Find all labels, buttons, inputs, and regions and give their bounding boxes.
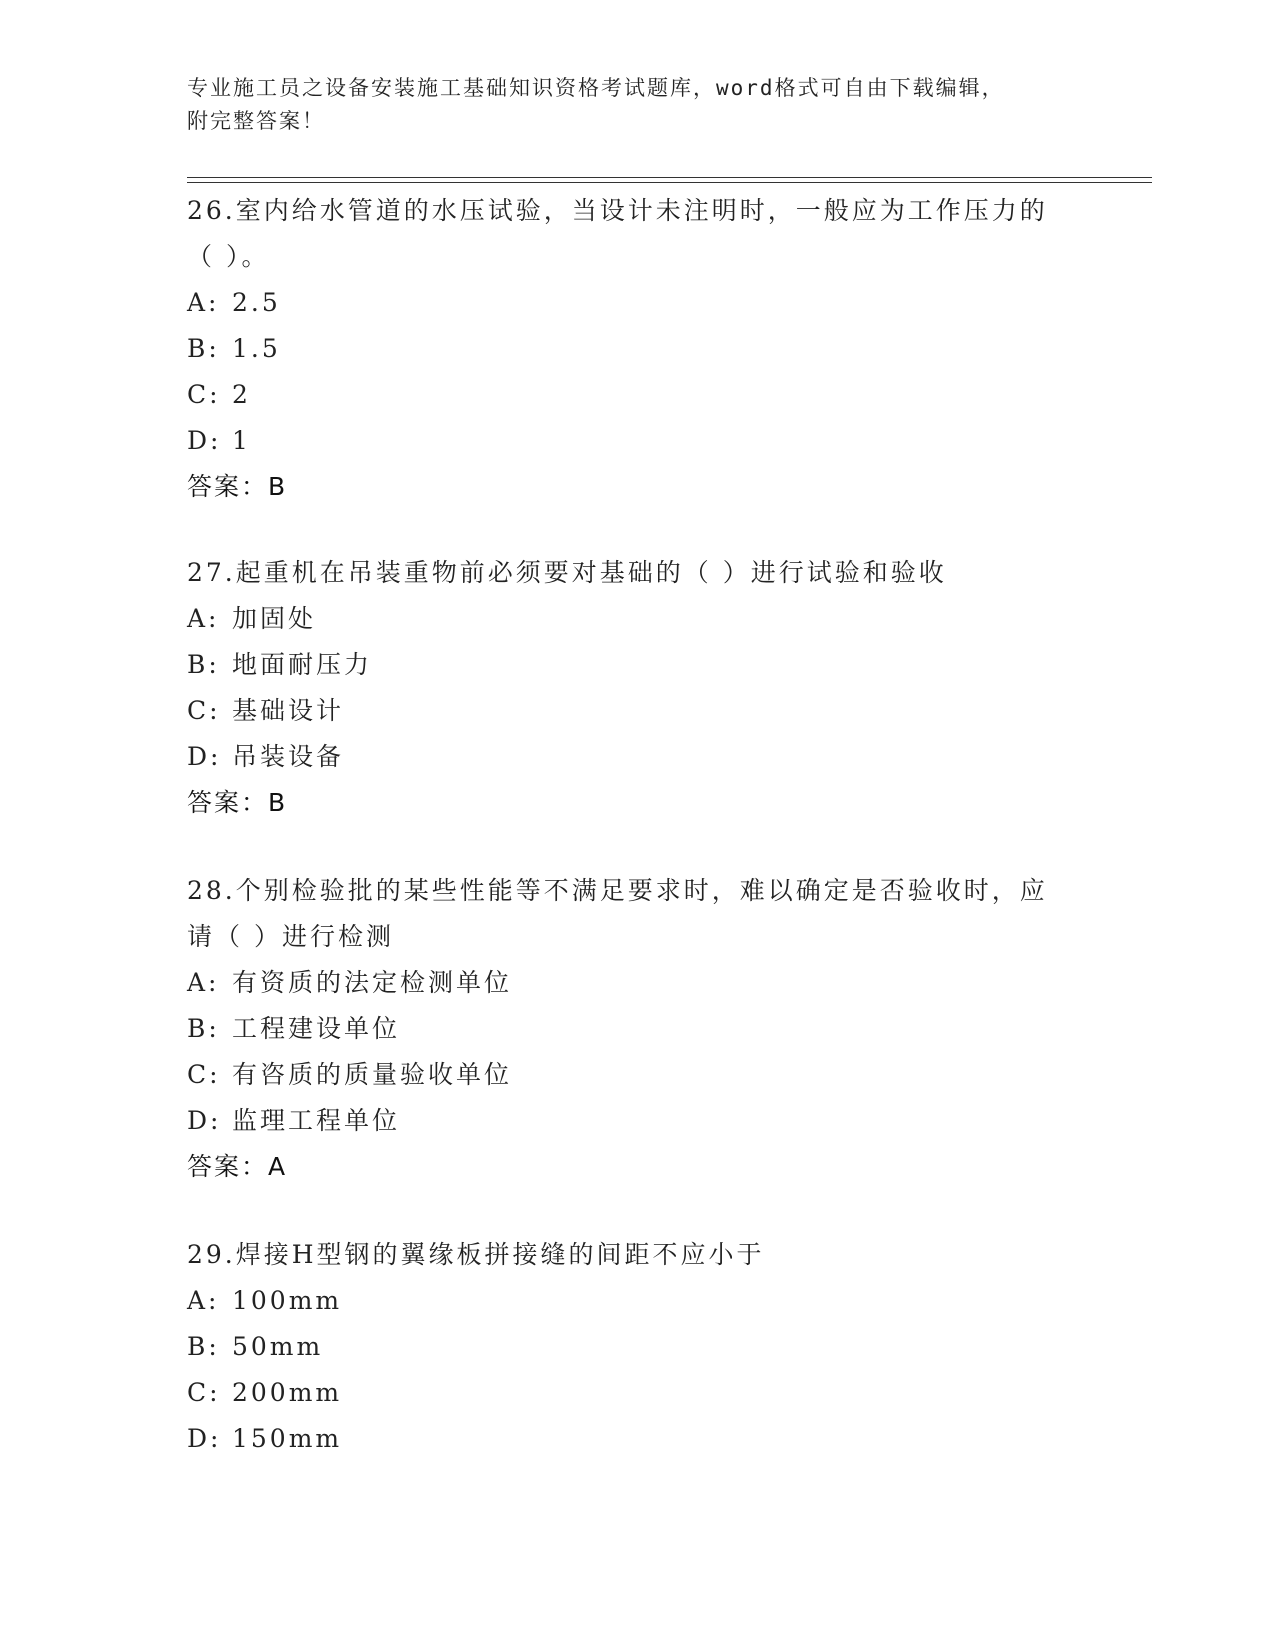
document-header — [187, 72, 1067, 138]
option-text: 50mm — [232, 1332, 324, 1361]
option-a — [187, 1278, 1087, 1324]
question-stem: 28.个别检验批的某些性能等不满足要求时，难以确定是否验收时，应 — [187, 876, 1048, 905]
answer-line: 答案：A — [187, 1152, 288, 1181]
option-d — [187, 734, 1087, 780]
option-text: 100mm — [232, 1286, 343, 1315]
option-text: 150mm — [232, 1424, 343, 1453]
option-text: 有咨质的质量验收单位 — [232, 1060, 513, 1089]
option-text: 工程建设单位 — [232, 1014, 401, 1043]
header-line-2: 附完整答案！ — [187, 109, 325, 133]
option-b — [187, 1324, 1087, 1370]
option-letter: B: — [187, 334, 220, 363]
question-28 — [187, 868, 1087, 1190]
option-text: 2 — [232, 380, 251, 409]
option-text: 地面耐压力 — [232, 650, 373, 679]
option-letter: B: — [187, 1332, 220, 1361]
option-b — [187, 1006, 1087, 1052]
option-c — [187, 1370, 1087, 1416]
option-d — [187, 1098, 1087, 1144]
option-letter: D: — [187, 426, 222, 455]
option-a — [187, 960, 1087, 1006]
option-letter: A: — [187, 288, 220, 317]
option-letter: C: — [187, 1378, 221, 1407]
option-text: 1 — [232, 426, 251, 455]
option-a — [187, 280, 1087, 326]
option-b — [187, 642, 1087, 688]
option-letter: A: — [187, 604, 220, 633]
option-b — [187, 326, 1087, 372]
header-line-1: 专业施工员之设备安装施工基础知识资格考试题库，word格式可自由下载编辑， — [187, 76, 1005, 100]
option-letter: B: — [187, 650, 220, 679]
option-text: 200mm — [232, 1378, 343, 1407]
header-divider-top — [187, 177, 1152, 178]
question-stem-continued: （ ）。 — [187, 242, 270, 271]
option-text: 1.5 — [232, 334, 281, 363]
option-c — [187, 688, 1087, 734]
option-text: 吊装设备 — [232, 742, 345, 771]
question-stem-continued: 请（ ）进行检测 — [187, 922, 394, 951]
option-c — [187, 1052, 1087, 1098]
answer-line: 答案：B — [187, 788, 288, 817]
answer-line: 答案：B — [187, 472, 288, 501]
option-letter: D: — [187, 1424, 222, 1453]
option-text: 2.5 — [232, 288, 281, 317]
question-stem: 26.室内给水管道的水压试验，当设计未注明时，一般应为工作压力的 — [187, 196, 1048, 225]
option-c — [187, 372, 1087, 418]
option-letter: A: — [187, 968, 220, 997]
option-letter: C: — [187, 696, 221, 725]
option-letter: D: — [187, 742, 222, 771]
option-text: 基础设计 — [232, 696, 345, 725]
question-26 — [187, 188, 1087, 510]
option-text: 加固处 — [232, 604, 317, 633]
question-stem: 27.起重机在吊装重物前必须要对基础的（ ）进行试验和验收 — [187, 558, 947, 587]
option-d — [187, 418, 1087, 464]
header-divider-bottom — [187, 182, 1152, 183]
question-29 — [187, 1232, 1087, 1462]
option-d — [187, 1416, 1087, 1462]
option-letter: D: — [187, 1106, 222, 1135]
question-27 — [187, 550, 1087, 826]
question-stem: 29.焊接H型钢的翼缘板拼接缝的间距不应小于 — [187, 1240, 765, 1269]
option-text: 有资质的法定检测单位 — [232, 968, 513, 997]
option-letter: A: — [187, 1286, 220, 1315]
option-letter: C: — [187, 1060, 221, 1089]
option-a — [187, 596, 1087, 642]
option-letter: C: — [187, 380, 221, 409]
option-letter: B: — [187, 1014, 220, 1043]
option-text: 监理工程单位 — [232, 1106, 401, 1135]
